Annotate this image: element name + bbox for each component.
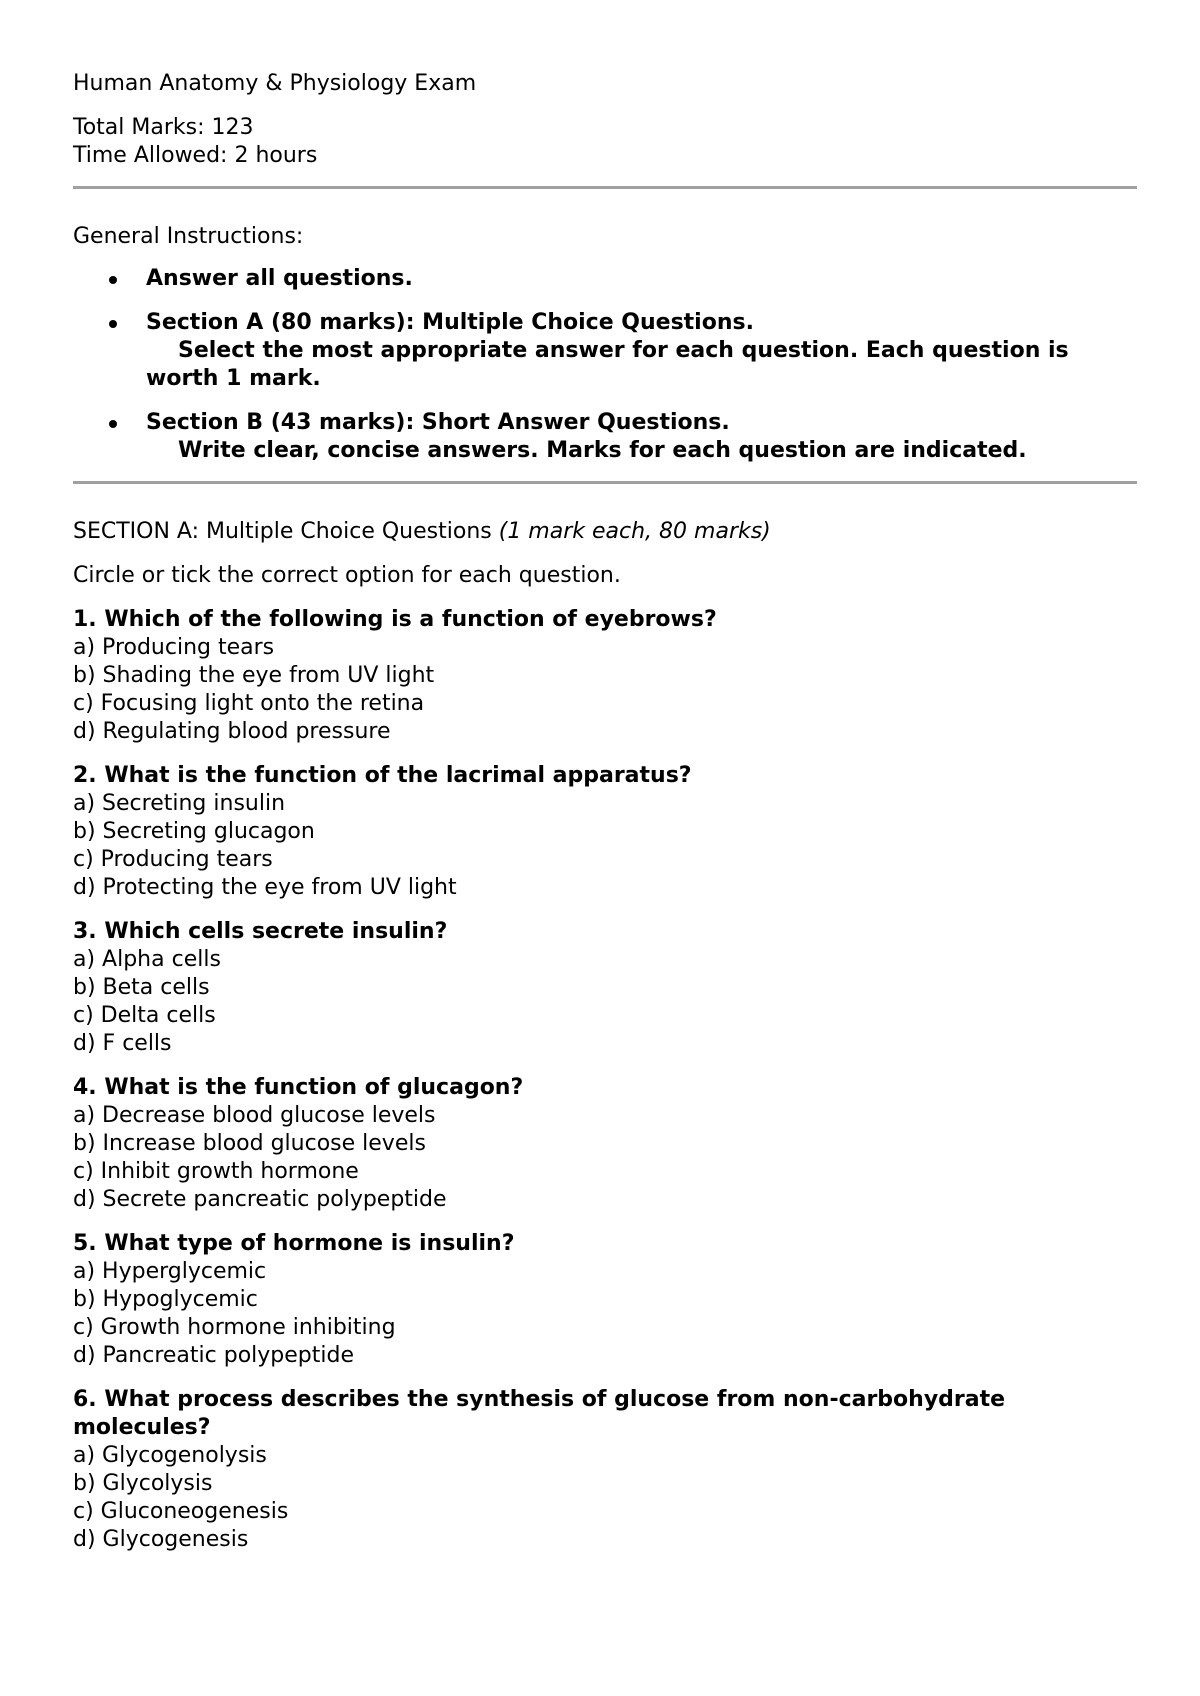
answer-option[interactable]: a) Alpha cells [73,947,221,972]
instruction-item [73,265,1133,293]
answer-option[interactable]: d) Glycogenesis [73,1527,249,1552]
answer-option[interactable]: a) Producing tears [73,635,275,660]
question-title: 5. What type of hormone is insulin? [73,1231,515,1256]
answer-option[interactable]: c) Producing tears [73,847,273,872]
bullet-icon [109,320,117,328]
answer-option[interactable]: c) Gluconeogenesis [73,1499,289,1524]
question-title: 6. What process describes the synthesis of glucose from non-carbohydrate molecules? [73,1387,1006,1440]
question-title: 1. Which of the following is a function of eyebrows? [73,607,717,632]
instruction-item [73,409,1133,465]
answer-option[interactable]: d) F cells [73,1031,172,1056]
instructions-heading: General Instructions: [73,224,304,249]
answer-option[interactable]: a) Glycogenolysis [73,1443,267,1468]
question-title: 2. What is the function of the lacrimal apparatus? [73,763,692,788]
instruction-main: Section A (80 marks): Multiple Choice Questions. [146,310,754,335]
question [73,918,1133,1058]
question [73,1230,1133,1370]
instruction-main: Answer all questions. [146,266,413,291]
section-a-heading [73,518,1133,546]
question [73,1074,1133,1214]
instruction-main: Section B (43 marks): Short Answer Questions. [146,410,730,435]
divider-top [73,186,1137,189]
section-a-direction: Circle or tick the correct option for each question. [73,563,621,588]
time-allowed: Time Allowed: 2 hours [73,143,318,168]
section-a-note: (1 mark each, 80 marks) [498,519,771,544]
answer-option[interactable]: c) Growth hormone inhibiting [73,1315,396,1340]
question-title: 4. What is the function of glucagon? [73,1075,524,1100]
answer-option[interactable]: d) Secrete pancreatic polypeptide [73,1187,447,1212]
answer-option[interactable]: c) Delta cells [73,1003,216,1028]
bullet-icon [109,276,117,284]
section-a-title: SECTION A: Multiple Choice Questions [73,519,492,544]
answer-option[interactable]: b) Glycolysis [73,1471,213,1496]
instructions-list [73,265,1133,465]
instruction-item [73,309,1133,393]
answer-option[interactable]: a) Hyperglycemic [73,1259,267,1284]
answer-option[interactable]: d) Regulating blood pressure [73,719,391,744]
question [73,606,1133,746]
answer-option[interactable]: a) Secreting insulin [73,791,286,816]
question-title: 3. Which cells secrete insulin? [73,919,448,944]
answer-option[interactable]: c) Focusing light onto the retina [73,691,425,716]
bullet-icon [109,420,117,428]
answer-option[interactable]: a) Decrease blood glucose levels [73,1103,436,1128]
divider-middle [73,481,1137,484]
answer-option[interactable]: b) Increase blood glucose levels [73,1131,426,1156]
exam-page [73,70,1133,1554]
answer-option[interactable]: b) Shading the eye from UV light [73,663,435,688]
total-marks: Total Marks: 123 [73,115,254,140]
answer-option[interactable]: b) Hypoglycemic [73,1287,258,1312]
answer-option[interactable]: b) Secreting glucagon [73,819,315,844]
exam-title: Human Anatomy & Physiology Exam [73,71,477,96]
answer-option[interactable]: c) Inhibit growth hormone [73,1159,359,1184]
answer-option[interactable]: d) Pancreatic polypeptide [73,1343,355,1368]
instruction-sub: Select the most appropriate answer for each question. Each question is worth 1 mark. [146,338,1069,391]
question [73,1386,1133,1554]
answer-option[interactable]: b) Beta cells [73,975,210,1000]
answer-option[interactable]: d) Protecting the eye from UV light [73,875,457,900]
instruction-sub: Write clear, concise answers. Marks for each question are indicated. [178,438,1027,463]
question [73,762,1133,902]
